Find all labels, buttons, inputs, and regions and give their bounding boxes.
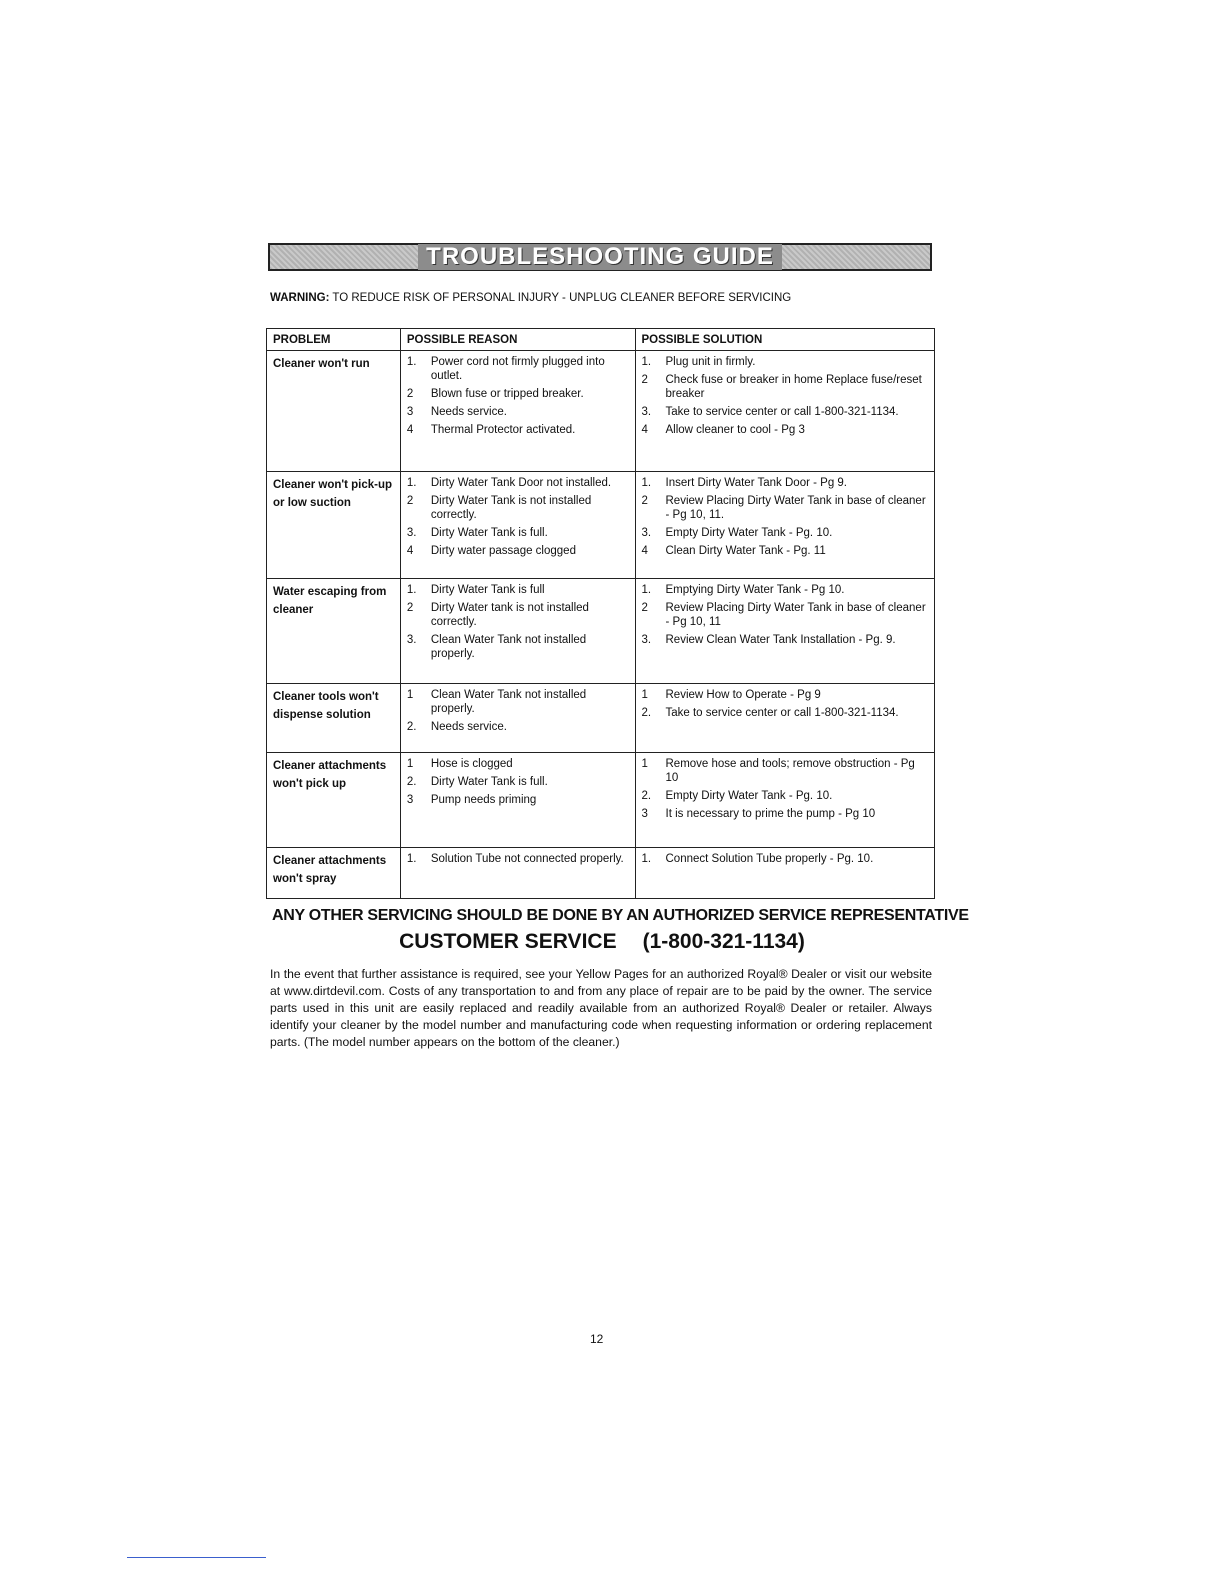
header-problem: PROBLEM bbox=[267, 329, 401, 351]
item-text: Dirty Water Tank is full. bbox=[430, 527, 548, 539]
list-item bbox=[642, 583, 929, 597]
table-row bbox=[267, 753, 935, 848]
item-number: 2 bbox=[641, 495, 648, 507]
problem-cell: Water escaping from cleaner bbox=[267, 579, 401, 684]
table-row bbox=[267, 472, 935, 579]
item-number: 3. bbox=[406, 527, 417, 539]
solution-list bbox=[642, 355, 929, 437]
item-number: 1. bbox=[641, 853, 652, 865]
reason-list bbox=[407, 852, 629, 866]
item-number: 1. bbox=[641, 584, 652, 596]
item-number: 4 bbox=[406, 424, 414, 436]
item-text: Insert Dirty Water Tank Door - Pg 9. bbox=[665, 477, 848, 489]
item-number: 2 bbox=[406, 495, 414, 507]
item-number: 1. bbox=[641, 356, 652, 368]
customer-service-heading bbox=[272, 930, 932, 954]
list-item bbox=[407, 720, 629, 734]
problem-cell: Cleaner won't pick-up or low suction bbox=[267, 472, 401, 579]
solution-cell bbox=[635, 472, 935, 579]
list-item bbox=[407, 405, 629, 419]
item-number: 3. bbox=[641, 634, 652, 646]
item-text: Connect Solution Tube properly - Pg. 10. bbox=[665, 853, 874, 865]
item-text: Dirty water passage clogged bbox=[430, 545, 576, 557]
solution-cell bbox=[635, 753, 935, 848]
item-text: Take to service center or call 1-800-321-1134. bbox=[665, 406, 899, 418]
problem-cell: Cleaner attachments won't pick up bbox=[267, 753, 401, 848]
list-item bbox=[642, 526, 929, 540]
page-title: TROUBLESHOOTING GUIDE bbox=[418, 244, 782, 270]
item-text: Review Placing Dirty Water Tank in base of cleaner - Pg 10, 11. bbox=[665, 495, 926, 521]
item-number: 4 bbox=[641, 424, 648, 436]
list-item bbox=[407, 526, 629, 540]
service-notice: ANY OTHER SERVICING SHOULD BE DONE BY AN AUTHORIZED SERVICE REPRESENTATIVE bbox=[272, 907, 969, 924]
item-number: 1. bbox=[641, 477, 652, 489]
item-number: 2 bbox=[641, 374, 648, 386]
list-item bbox=[642, 423, 929, 437]
item-number: 3. bbox=[641, 406, 652, 418]
solution-cell bbox=[635, 848, 935, 899]
item-text: Clean Water Tank not installed properly. bbox=[430, 634, 587, 660]
assistance-paragraph: In the event that further assistance is required, see your Yellow Pages for an authorized Royal® Dealer or visit our website at www.dirtdevil.com. Costs of any transportation to and from any place of repair are to be paid by the owner. The service parts used in this unit are easily replaced and readily available from an authorized Royal® Dealer or retailer. Always identify your cleaner by the model number and manufacturing code when requesting information or ordering replacement parts. (The model number appears on the bottom of the cleaner.) bbox=[270, 967, 932, 1049]
solution-list bbox=[642, 476, 929, 558]
footnote-rule bbox=[127, 1557, 266, 1558]
reason-list bbox=[407, 757, 629, 807]
item-text: Plug unit in firmly. bbox=[665, 356, 756, 368]
item-text: Clean Water Tank not installed properly. bbox=[430, 689, 587, 715]
warning-text: TO REDUCE RISK OF PERSONAL INJURY - UNPLUG CLEANER BEFORE SERVICING bbox=[332, 292, 792, 304]
reason-cell bbox=[400, 848, 635, 899]
warning-label: WARNING: bbox=[270, 292, 330, 304]
list-item bbox=[407, 775, 629, 789]
list-item bbox=[642, 789, 929, 803]
list-item bbox=[642, 355, 929, 369]
item-number: 2 bbox=[406, 388, 414, 400]
item-number: 1 bbox=[641, 689, 648, 701]
item-text: Needs service. bbox=[430, 406, 507, 418]
reason-cell bbox=[400, 684, 635, 753]
list-item bbox=[407, 583, 629, 597]
list-item bbox=[642, 688, 929, 702]
reason-list bbox=[407, 355, 629, 437]
header-possible-solution: POSSIBLE SOLUTION bbox=[635, 329, 935, 351]
solution-cell bbox=[635, 684, 935, 753]
item-text: Hose is clogged bbox=[430, 758, 513, 770]
item-number: 2. bbox=[641, 790, 652, 802]
list-item bbox=[407, 544, 629, 558]
item-number: 1 bbox=[406, 689, 414, 701]
item-text: Blown fuse or tripped breaker. bbox=[430, 388, 584, 400]
item-number: 2. bbox=[641, 707, 652, 719]
table-row bbox=[267, 848, 935, 899]
list-item bbox=[642, 601, 929, 629]
item-number: 3. bbox=[641, 527, 652, 539]
item-number: 4 bbox=[641, 545, 648, 557]
item-number: 2. bbox=[406, 721, 417, 733]
item-number: 3. bbox=[406, 634, 417, 646]
item-number: 2 bbox=[641, 602, 648, 614]
list-item bbox=[407, 476, 629, 490]
item-text: Thermal Protector activated. bbox=[430, 424, 576, 436]
reason-cell bbox=[400, 472, 635, 579]
item-text: Emptying Dirty Water Tank - Pg 10. bbox=[665, 584, 845, 596]
item-text: Review Placing Dirty Water Tank in base of cleaner - Pg 10, 11 bbox=[665, 602, 926, 628]
item-text: Empty Dirty Water Tank - Pg. 10. bbox=[665, 790, 833, 802]
item-text: Pump needs priming bbox=[430, 794, 537, 806]
table-row bbox=[267, 684, 935, 753]
reason-list bbox=[407, 476, 629, 558]
solution-cell bbox=[635, 351, 935, 472]
item-number: 1. bbox=[406, 853, 417, 865]
list-item bbox=[407, 355, 629, 383]
item-number: 1 bbox=[406, 758, 414, 770]
list-item bbox=[407, 633, 629, 661]
list-item bbox=[407, 423, 629, 437]
reason-cell bbox=[400, 351, 635, 472]
customer-service-phone: (1-800-321-1134) bbox=[642, 930, 805, 953]
table-row bbox=[267, 351, 935, 472]
item-number: 2 bbox=[406, 602, 414, 614]
troubleshooting-table bbox=[266, 328, 935, 899]
header-possible-reason: POSSIBLE REASON bbox=[400, 329, 635, 351]
item-text: Take to service center or call 1-800-321-1134. bbox=[665, 707, 899, 719]
item-number: 1. bbox=[406, 356, 417, 368]
list-item bbox=[642, 494, 929, 522]
list-item bbox=[407, 688, 629, 716]
item-number: 3 bbox=[641, 808, 648, 820]
page-number: 12 bbox=[590, 1332, 604, 1346]
item-text: Solution Tube not connected properly. bbox=[430, 853, 624, 865]
customer-service-label: CUSTOMER SERVICE bbox=[399, 930, 617, 953]
item-number: 3 bbox=[406, 794, 414, 806]
item-text: Dirty Water Tank is full. bbox=[430, 776, 548, 788]
table-header-row bbox=[267, 329, 935, 351]
item-text: Remove hose and tools; remove obstruction - Pg 10 bbox=[665, 758, 915, 784]
list-item bbox=[407, 757, 629, 771]
item-text: Power cord not firmly plugged into outlet. bbox=[430, 356, 605, 382]
item-text: Dirty Water tank is not installed correctly. bbox=[430, 602, 589, 628]
item-number: 1. bbox=[406, 477, 417, 489]
list-item bbox=[407, 387, 629, 401]
item-text: Review How to Operate - Pg 9 bbox=[665, 689, 821, 701]
item-number: 3 bbox=[406, 406, 414, 418]
item-text: Dirty Water Tank is full bbox=[430, 584, 545, 596]
list-item bbox=[642, 544, 929, 558]
solution-list bbox=[642, 852, 929, 866]
solution-list bbox=[642, 757, 929, 821]
solution-list bbox=[642, 583, 929, 647]
item-text: It is necessary to prime the pump - Pg 10 bbox=[665, 808, 876, 820]
item-text: Clean Dirty Water Tank - Pg. 11 bbox=[665, 545, 826, 557]
list-item bbox=[407, 852, 629, 866]
item-number: 4 bbox=[406, 545, 414, 557]
list-item bbox=[642, 405, 929, 419]
list-item bbox=[642, 476, 929, 490]
reason-cell bbox=[400, 579, 635, 684]
reason-list bbox=[407, 688, 629, 734]
item-number: 1 bbox=[641, 758, 648, 770]
item-text: Allow cleaner to cool - Pg 3 bbox=[665, 424, 805, 436]
list-item bbox=[642, 852, 929, 866]
solution-cell bbox=[635, 579, 935, 684]
list-item bbox=[407, 601, 629, 629]
table-row bbox=[267, 579, 935, 684]
problem-cell: Cleaner attachments won't spray bbox=[267, 848, 401, 899]
item-number: 2. bbox=[406, 776, 417, 788]
list-item bbox=[642, 633, 929, 647]
list-item bbox=[642, 706, 929, 720]
reason-cell bbox=[400, 753, 635, 848]
header-banner bbox=[268, 243, 932, 271]
item-text: Needs service. bbox=[430, 721, 507, 733]
solution-list bbox=[642, 688, 929, 720]
list-item bbox=[642, 807, 929, 821]
item-text: Dirty Water Tank Door not installed. bbox=[430, 477, 612, 489]
list-item bbox=[407, 494, 629, 522]
item-text: Empty Dirty Water Tank - Pg. 10. bbox=[665, 527, 833, 539]
item-text: Dirty Water Tank is not installed correctly. bbox=[430, 495, 592, 521]
item-text: Check fuse or breaker in home Replace fuse/reset breaker bbox=[665, 374, 922, 400]
reason-list bbox=[407, 583, 629, 661]
item-number: 1. bbox=[406, 584, 417, 596]
problem-cell: Cleaner won't run bbox=[267, 351, 401, 472]
warning-line bbox=[270, 292, 791, 304]
list-item bbox=[642, 373, 929, 401]
item-text: Review Clean Water Tank Installation - Pg. 9. bbox=[665, 634, 896, 646]
problem-cell: Cleaner tools won't dispense solution bbox=[267, 684, 401, 753]
list-item bbox=[642, 757, 929, 785]
list-item bbox=[407, 793, 629, 807]
